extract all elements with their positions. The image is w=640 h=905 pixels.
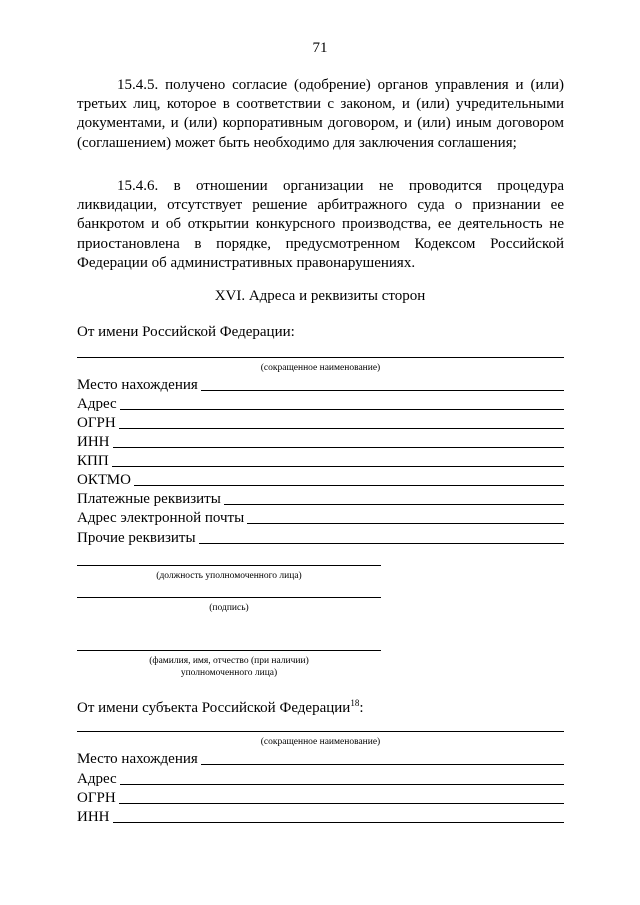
field-label: ИНН (77, 434, 110, 450)
field-label: ИНН (77, 809, 110, 825)
field-blank[interactable] (120, 394, 564, 410)
party2-heading-suffix: : (359, 700, 364, 716)
fio-caption-line1: (фамилия, имя, отчество (при наличии) (149, 656, 309, 666)
field-blank[interactable] (112, 451, 564, 467)
party1-name-line[interactable] (77, 357, 564, 358)
footnote-ref[interactable]: 18 (350, 698, 360, 708)
field-label: ОКТМО (77, 472, 131, 488)
field-label: КПП (77, 453, 109, 469)
party2-heading-text: От имени субъекта Российской Федерации (77, 700, 351, 716)
party1-fio-line[interactable] (77, 650, 381, 651)
field-label: ОГРН (77, 790, 116, 806)
party1-field-oktmo[interactable] (77, 470, 564, 489)
party2-heading (77, 698, 363, 717)
party1-field-other-details[interactable] (77, 528, 564, 547)
field-blank[interactable] (134, 470, 564, 486)
clause-number: 15.4.6. (117, 178, 159, 194)
party2-name-line[interactable] (77, 731, 564, 732)
field-blank[interactable] (120, 769, 564, 785)
clause-15-4-5 (77, 76, 564, 153)
field-blank[interactable] (224, 489, 564, 505)
party1-field-location[interactable] (77, 375, 564, 394)
party1-position-caption: (должность уполномоченного лица) (156, 571, 302, 581)
party1-heading: От имени Российской Федерации: (77, 324, 295, 340)
field-blank[interactable] (201, 375, 564, 391)
party1-field-address[interactable] (77, 394, 564, 413)
party1-position-line[interactable] (77, 565, 381, 566)
field-blank[interactable] (113, 807, 565, 823)
field-label: Место нахождения (77, 751, 198, 767)
fio-caption-line2: уполномоченного лица) (180, 668, 278, 678)
clause-number: 15.4.5. (117, 77, 159, 93)
field-blank[interactable] (113, 432, 565, 448)
field-blank[interactable] (119, 413, 564, 429)
party1-field-inn[interactable] (77, 432, 564, 451)
clause-text: в отношении организации не проводится процедура ликвидации, отсутствует решение арбитражного суда о признании ее банкротом и об открытии конкурсного производства, ее деятельность не приостановлена в порядке, предусмотренном Кодексом Российской Федерации об административных правонарушениях. (77, 178, 564, 271)
party1-fio-caption (77, 655, 381, 679)
party2-field-inn[interactable] (77, 807, 564, 826)
party1-field-ogrn[interactable] (77, 413, 564, 432)
clause-text: получено согласие (одобрение) органов управления и (или) третьих лиц, которое в соответствии с законом, и (или) учредительными документами, и (или) корпоративным договором, и (или) иным договором (соглашением) может быть необходимо для заключения соглашения; (77, 77, 564, 151)
party2-name-caption: (сокращенное наименование) (260, 737, 381, 747)
field-blank[interactable] (201, 749, 564, 765)
party1-field-payment-details[interactable] (77, 489, 564, 508)
field-label: Место нахождения (77, 377, 198, 393)
party1-signature-caption: (подпись) (209, 603, 249, 613)
field-label: Адрес (77, 771, 117, 787)
clause-15-4-6 (77, 177, 564, 273)
field-blank[interactable] (199, 528, 564, 544)
party1-field-email[interactable] (77, 508, 564, 527)
party1-signature-line[interactable] (77, 597, 381, 598)
section-title: XVI. Адреса и реквизиты сторон (214, 288, 426, 304)
party1-field-kpp[interactable] (77, 451, 564, 470)
party1-name-caption: (сокращенное наименование) (260, 363, 381, 373)
party2-field-location[interactable] (77, 749, 564, 768)
field-blank[interactable] (247, 508, 564, 524)
field-blank[interactable] (119, 788, 564, 804)
party2-field-ogrn[interactable] (77, 788, 564, 807)
page-number: 71 (312, 40, 328, 56)
field-label: Адрес электронной почты (77, 510, 245, 526)
field-label: ОГРН (77, 415, 116, 431)
field-label: Платежные реквизиты (77, 491, 221, 507)
field-label: Адрес (77, 396, 117, 412)
party2-field-address[interactable] (77, 769, 564, 788)
field-label: Прочие реквизиты (77, 530, 196, 546)
